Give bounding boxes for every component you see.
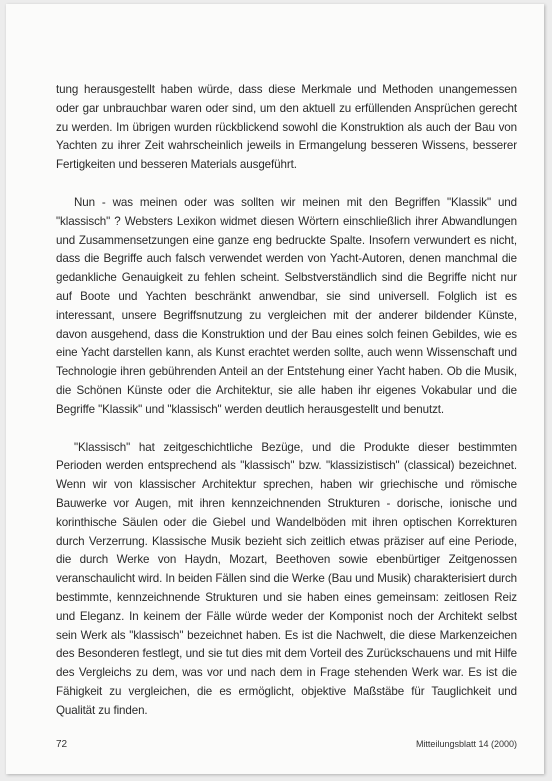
page-number: 72 [56,739,68,750]
body-text [56,81,517,740]
paragraph-klassisch-history: "Klassisch" hat zeitgeschichtliche Bezüge, und die Produkte dieser bestimmten Perioden werden entsprechend als "klassisch" bzw. "klassizistisch" (classical) bezeichnet. Wenn wir von klassischer Architektur sprechen, haben wir griechische und römische Bauwerke vor Augen, mit ihren kennzeichnenden Strukturen - dorische, ionische und korinthische Säulen oder die Giebel und Wandelböden mit ihren optischen Korrekturen durch Verzerrung. Klassische Musik bezieht sich zeitlich etwas präziser auf eine Periode, die durch Werke von Haydn, Mozart, Beethoven sowie ebenbürtiger Zeitgenossen veranschaulicht wird. In beiden Fällen sind die Werke (Bau und Musik) charakterisiert durch bestimmte, kennzeichnende Strukturen und sie haben eines gemeinsam: zeitlosen Reiz und Eleganz. In keinem der Fälle würde weder der Komponist noch der Architekt selbst sein Werk als "klassisch" bezeichnet haben. Es ist die Nachwelt, die diese Markenzeichen des Besonderen festlegt, und sie tut dies mit dem Vorteil des Zurückschauens und mit Hilfe des Vergleichs zu dem, was vor und nach dem in Frage stehenden Werk war. Es ist die Fähigkeit zu vergleichen, die es ermöglicht, objektive Maßstäbe für Tauglichkeit und Qualität zu finden. [56,440,517,717]
paragraph-klassik-definition: Nun - was meinen oder was sollten wir meinen mit den Begriffen "Klassik" und "klassisch" ? Websters Lexikon widmet diesen Wörtern einschließlich ihrer Abwandlungen und Zusammensetzungen eine ganze eng bedruckte Spalte. Insofern verwundert es nicht, dass die Begriffe auch falsch verwendet werden von Yacht-Autoren, denen manchmal die gedankliche Genauigkeit zu fehlen scheint. Selbstverständlich sind die Begriffe nicht nur auf Boote und Yachten beschränkt anwendbar, sie sind universell. Folglich ist es interessant, unsere Begriffsnutzung zu vergleichen mit der anderer bildender Künste, davon ausgehend, dass die Konstruktion und der Bau eines solch feinen Gebildes, wie es eine Yacht darstellen kann, als Kunst erachtet werden sollte, auch wenn Wissenschaft und Technologie ihren gebührenden Anteil an der Entstehung einer Yacht haben. Ob die Musik, die Schönen Künste oder die Architektur, sie alle haben ihr eigenes Vokabular und die Begriffe "Klassik" und "klassisch" werden deutlich herausgestellt und benutzt. [56,195,517,416]
document-page [6,4,544,774]
journal-reference: Mitteilungsblatt 14 (2000) [415,739,517,749]
paragraph-continuation: tung herausgestellt haben würde, dass diese Merkmale und Methoden unangemessen oder gar unbrauchbar waren oder sind, um den aktuell zu erfüllenden Ansprüchen gerecht zu werden. Im übrigen wurden rückblickend sowohl die Konstruktion als auch der Bau von Yachten zu ihrer Zeit wahrscheinlich jeweils in Ermangelung besseren Wissens, besserer Fertigkeiten und besseren Materials ausgeführt. [56,83,517,172]
